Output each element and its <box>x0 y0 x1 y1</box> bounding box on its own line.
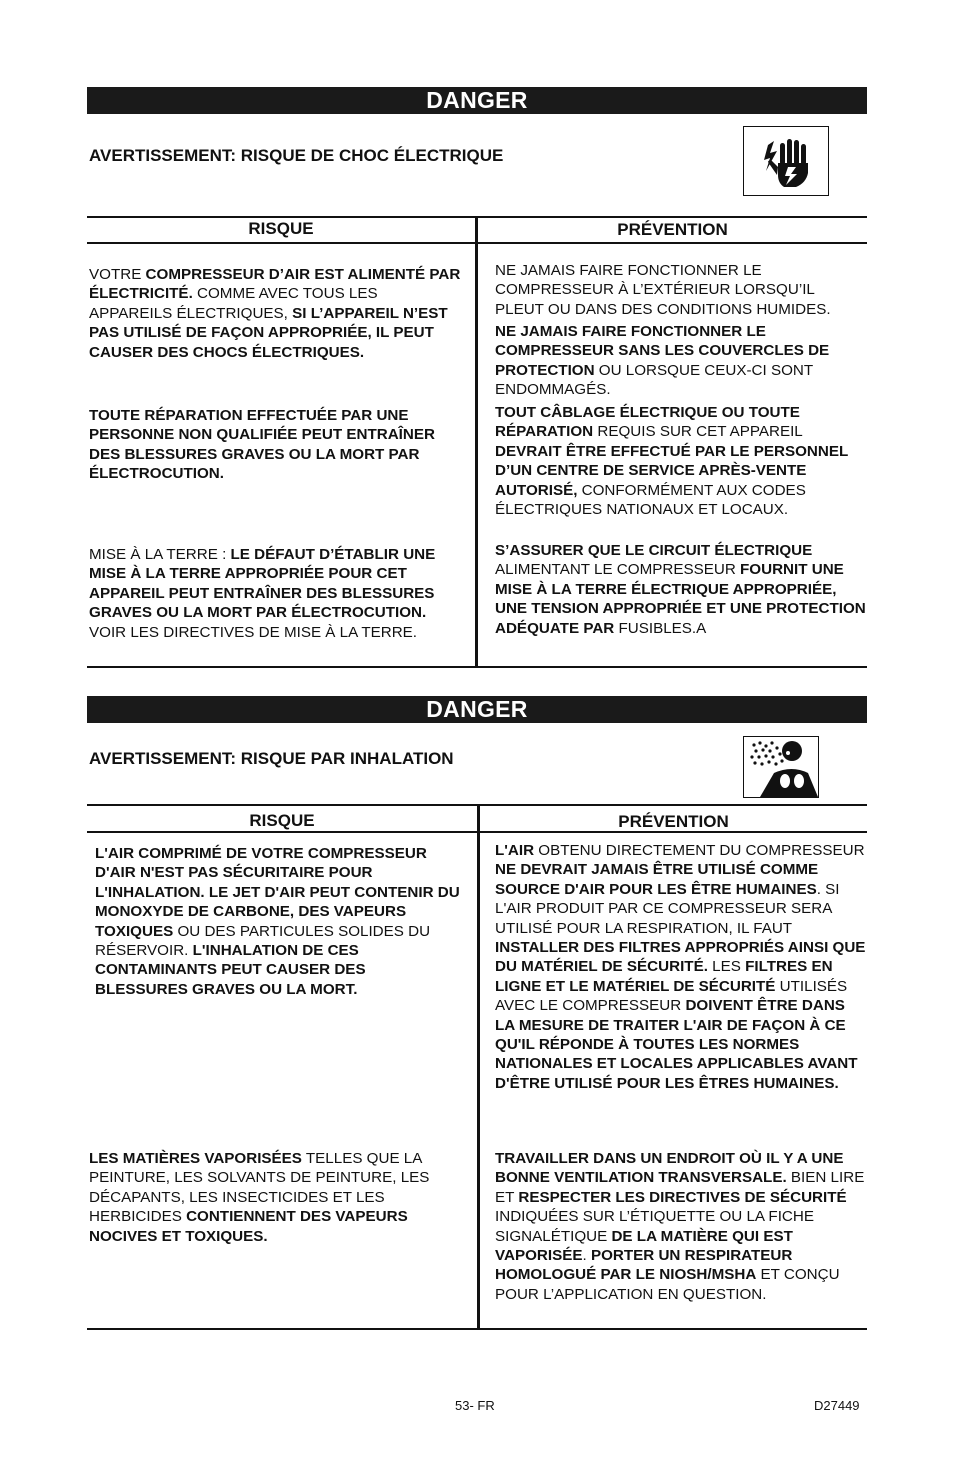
bold-text-run: NE JAMAIS FAIRE FONCTIONNER LE COMPRESSEUR SANS LES COUVERCLES DE PROTECTION <box>495 323 830 379</box>
text-run: UTILISÉS AVEC LE COMPRESSEUR <box>495 977 848 1015</box>
bold-text-run: LE DÉFAUT D’ÉTABLIR UNE MISE À LA TERRE APPROPRIÉE POUR CET APPAREIL PEUT ENTRAÎNER DES BLESSURES GRAVES OU LA MORT PAR ÉLECTROCUTION. <box>89 546 436 622</box>
inhalation-warning-title: AVERTISSEMENT: RISQUE PAR INHALATION <box>89 749 454 768</box>
column-header-risque: RISQUE <box>249 811 315 830</box>
bold-text-run: L'INHALATION DE CES CONTAMINANTS PEUT CAUSER DES BLESSURES GRAVES OU LA MORT. <box>95 942 366 998</box>
text-run: OU DES PARTICULES SOLIDES DU RÉSERVOIR. <box>95 922 431 960</box>
document-code: D27449 <box>814 1398 860 1413</box>
prevention-paragraph <box>495 841 867 1093</box>
bold-text-run: L'AIR <box>495 842 535 859</box>
bold-text-run: FOURNIT UNE MISE À LA TERRE ÉLECTRIQUE APPROPRIÉE, UNE TENSION APPROPRIÉE ET UNE PROTECTION ADÉQUATE PAR <box>495 561 866 637</box>
bold-text-run: L'AIR COMPRIMÉ DE VOTRE COMPRESSEUR D'AIR N'EST PAS SÉCURITAIRE POUR L'INHALATION. LE JET D'AIR PEUT CONTENIR DU MONOXYDE DE CARBONE, DES VAPEURS TOXIQUES <box>95 845 460 940</box>
electric-shock-hand-icon <box>743 126 829 196</box>
text-run: VOIR LES DIRECTIVES DE MISE À LA TERRE. <box>89 623 418 641</box>
text-run: CONFORMÉMENT AUX CODES ÉLECTRIQUES NATIONAUX ET LOCAUX. <box>495 481 806 519</box>
prevention-paragraph <box>495 541 867 638</box>
text-run: FUSIBLES.A <box>614 619 707 637</box>
text-run: BIEN LIRE ET <box>495 1169 865 1206</box>
bold-text-run: RESPECTER LES DIRECTIVES DE SÉCURITÉ <box>518 1188 847 1206</box>
inhalation-hazard-icon <box>743 736 819 798</box>
risk-paragraph <box>89 406 461 484</box>
text-run: VOTRE <box>89 266 146 283</box>
bold-text-run: DEVRAIT ÊTRE EFFECTUÉ PAR LE PERSONNEL D’UN CENTRE DE SERVICE APRÈS-VENTE AUTORISÉ, <box>495 442 849 499</box>
risk-paragraph <box>89 1149 461 1246</box>
electric-shock-warning-title: AVERTISSEMENT: RISQUE DE CHOC ÉLECTRIQUE <box>89 146 504 165</box>
risk-paragraph <box>89 265 461 362</box>
prevention-paragraph <box>495 261 867 319</box>
text-run: REQUIS SUR CET APPAREIL <box>593 423 803 441</box>
bold-text-run: TOUTE RÉPARATION EFFECTUÉE PAR UNE PERSONNE NON QUALIFIÉE PEUT ENTRAÎNER DES BLESSURES GRAVES OU LA MORT PAR ÉLECTROCUTION. <box>89 407 435 483</box>
text-run: COMME AVEC TOUS LES APPAREILS ÉLECTRIQUES, <box>89 285 378 322</box>
text-run: OU LORSQUE CEUX-CI SONT ENDOMMAGÉS. <box>495 361 813 399</box>
column-header-prevention: PRÉVENTION <box>617 220 728 239</box>
table-column-divider <box>477 806 480 1330</box>
bold-text-run: CONTIENNENT DES VAPEURS NOCIVES ET TOXIQUES. <box>89 1208 408 1245</box>
inhalation-risk-prevention-table <box>87 804 867 1331</box>
bold-text-run: LES MATIÈRES VAPORISÉES <box>89 1150 302 1167</box>
bold-text-run: INSTALLER DES FILTRES APPROPRIÉS AINSI QUE DU MATÉRIEL DE SÉCURITÉ. <box>495 939 866 976</box>
text-run: ET CONÇU POUR L’APPLICATION EN QUESTION. <box>495 1266 840 1303</box>
danger-banner-electric: DANGER <box>87 87 867 114</box>
text-run: INDIQUÉES SUR L’ÉTIQUETTE OU LA FICHE SIGNALÉTIQUE <box>495 1208 814 1245</box>
prevention-paragraph <box>495 1149 867 1304</box>
bold-text-run: TRAVAILLER DANS UN ENDROIT OÙ IL Y A UNE BONNE VENTILATION TRANSVERSALE. <box>495 1150 844 1187</box>
text-run: . <box>582 1247 591 1265</box>
page-number: 53- FR <box>455 1398 495 1413</box>
bold-text-run: TOUT CÂBLAGE ÉLECTRIQUE OU TOUTE RÉPARATION <box>495 404 800 441</box>
bold-text-run: SI L’APPAREIL N’EST PAS UTILISÉ DE FAÇON APPROPRIÉE, IL PEUT CAUSER DES CHOCS ÉLECTRIQUES. <box>89 304 448 361</box>
prevention-paragraph <box>495 322 867 400</box>
text-run: MISE À LA TERRE : <box>89 546 231 563</box>
bold-text-run: DOIVENT ÊTRE DANS LA MESURE DE TRAITER L'AIR DE FAÇON À CE QU'IL RÉPONDE À TOUTES LES NORMES NATIONALES ET LOCALES APPLICABLES AVANT D'ÊTRE UTILISÉ POUR LES ÊTRES HUMAINES. <box>495 997 858 1092</box>
danger-banner-inhalation: DANGER <box>87 696 867 723</box>
bold-text-run: NE DEVRAIT JAMAIS ÊTRE UTILISÉ COMME SOURCE D'AIR POUR LES ÊTRE HUMAINES <box>495 861 819 898</box>
bold-text-run: S’ASSURER QUE LE CIRCUIT ÉLECTRIQUE <box>495 542 813 559</box>
table-column-divider <box>475 218 478 668</box>
risk-paragraph <box>95 844 461 999</box>
column-header-prevention: PRÉVENTION <box>618 812 729 831</box>
bold-text-run: DE LA MATIÈRE QUI EST VAPORISÉE <box>495 1227 793 1265</box>
text-run: TELLES QUE LA PEINTURE, LES SOLVANTS DE PEINTURE, LES DÉCAPANTS, LES INSECTICIDES ET LES HERBICIDES <box>89 1150 430 1226</box>
risk-paragraph <box>89 545 461 642</box>
text-run: OBTENU DIRECTEMENT DU COMPRESSEUR <box>534 842 865 859</box>
bold-text-run: PORTER UN RESPIRATEUR HOMOLOGUÉ PAR LE NIOSH/MSHA <box>495 1247 793 1284</box>
text-run: . SI L'AIR PRODUIT PAR CE COMPRESSEUR SERA UTILISÉ POUR LA RESPIRATION, IL FAUT <box>495 880 840 937</box>
text-run: NE JAMAIS FAIRE FONCTIONNER LE COMPRESSEUR À L’EXTÉRIEUR LORSQU’IL PLEUT OU DANS DES CONDITIONS HUMIDES. <box>495 262 831 318</box>
bold-text-run: FILTRES EN LIGNE ET LE MATÉRIEL DE SÉCURITÉ <box>495 958 833 995</box>
bold-text-run: COMPRESSEUR D’AIR EST ALIMENTÉ PAR ÉLECTRICITÉ. <box>89 266 461 303</box>
column-header-risque: RISQUE <box>248 219 314 238</box>
prevention-paragraph <box>495 403 867 519</box>
electric-risk-prevention-table <box>87 216 867 669</box>
text-run: LES <box>707 958 746 976</box>
text-run: ALIMENTANT LE COMPRESSEUR <box>495 561 741 579</box>
